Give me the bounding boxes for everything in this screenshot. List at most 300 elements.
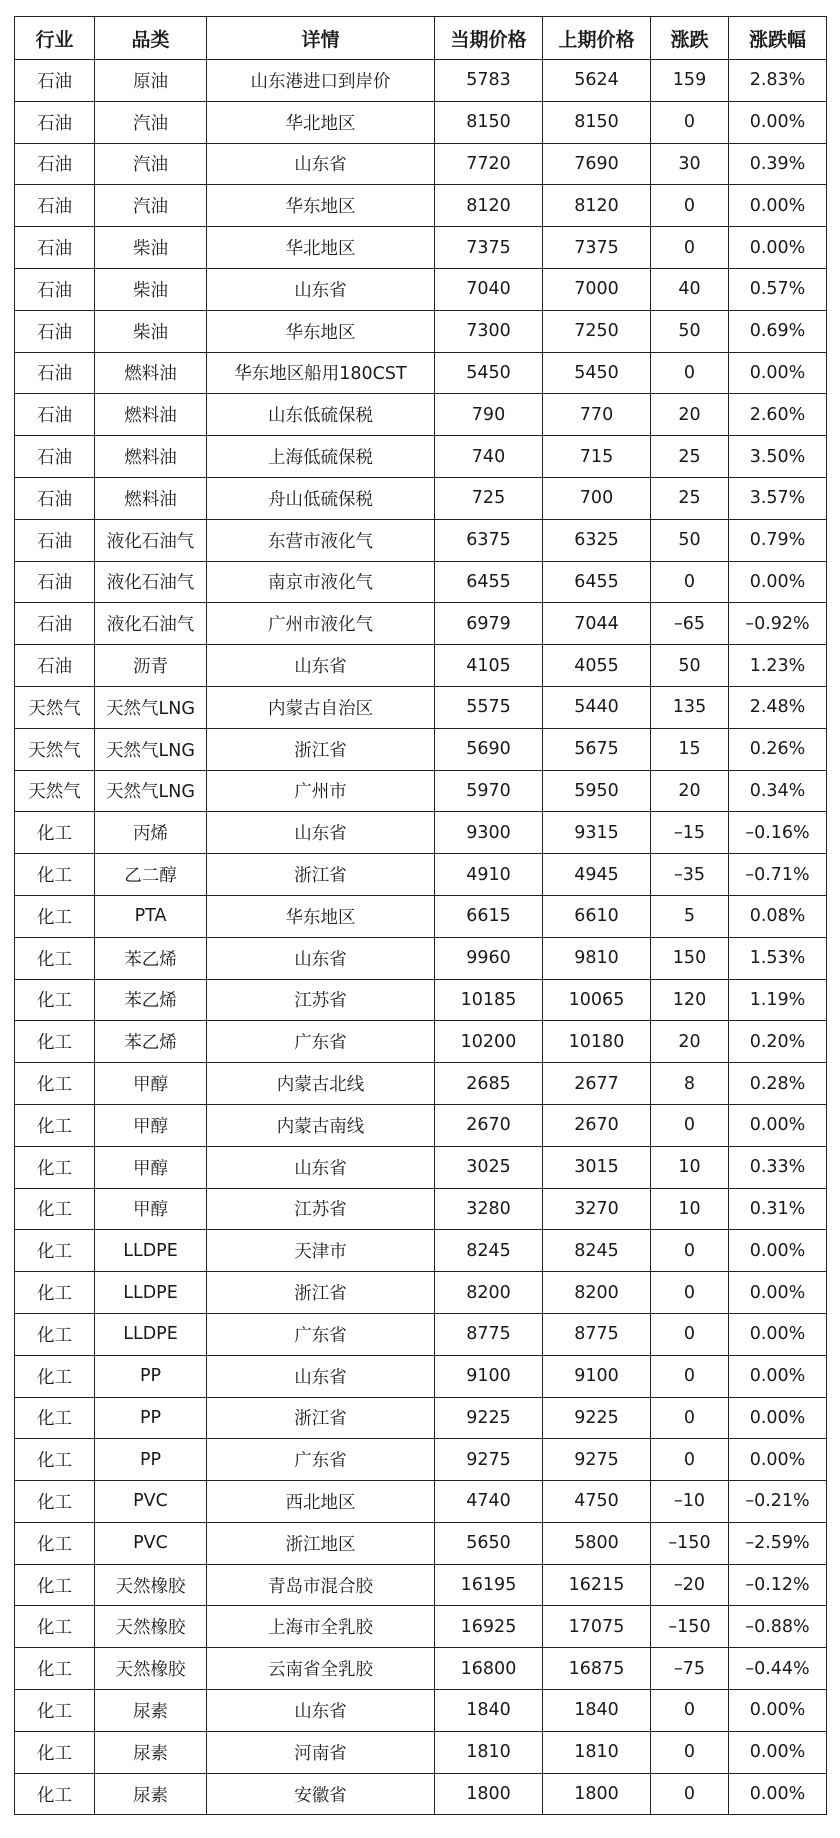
cell-change: –75 — [651, 1648, 729, 1690]
cell-detail: 东营市液化气 — [207, 519, 435, 561]
header-current-price: 当期价格 — [435, 17, 543, 60]
table-row — [15, 770, 827, 812]
cell-current-price: 4740 — [435, 1481, 543, 1523]
cell-change-percent: 1.23% — [729, 645, 827, 687]
cell-category: 汽油 — [95, 143, 207, 185]
cell-detail: 华东地区 — [207, 895, 435, 937]
cell-category: 甲醇 — [95, 1104, 207, 1146]
cell-change: 20 — [651, 394, 729, 436]
cell-industry: 石油 — [15, 519, 95, 561]
cell-change: 25 — [651, 436, 729, 478]
cell-change: 0 — [651, 101, 729, 143]
cell-industry: 化工 — [15, 1313, 95, 1355]
cell-category: 柴油 — [95, 268, 207, 310]
cell-industry: 化工 — [15, 937, 95, 979]
cell-change: 50 — [651, 310, 729, 352]
cell-previous-price: 7250 — [543, 310, 651, 352]
cell-change: 10 — [651, 1146, 729, 1188]
table-row — [15, 1773, 827, 1815]
cell-previous-price: 5675 — [543, 728, 651, 770]
cell-change-percent: 0.00% — [729, 561, 827, 603]
cell-category: 天然橡胶 — [95, 1606, 207, 1648]
cell-industry: 化工 — [15, 895, 95, 937]
cell-current-price: 6615 — [435, 895, 543, 937]
cell-category: 甲醇 — [95, 1146, 207, 1188]
table-row — [15, 60, 827, 102]
cell-change-percent: 0.69% — [729, 310, 827, 352]
cell-change-percent: –0.21% — [729, 1481, 827, 1523]
cell-change-percent: 0.26% — [729, 728, 827, 770]
cell-category: PVC — [95, 1481, 207, 1523]
cell-change: 40 — [651, 268, 729, 310]
cell-change-percent: 1.53% — [729, 937, 827, 979]
cell-change: 0 — [651, 1397, 729, 1439]
cell-change: 10 — [651, 1188, 729, 1230]
table-row — [15, 1313, 827, 1355]
cell-change: 135 — [651, 686, 729, 728]
cell-industry: 化工 — [15, 1439, 95, 1481]
cell-current-price: 4910 — [435, 854, 543, 896]
cell-category: 柴油 — [95, 227, 207, 269]
cell-current-price: 725 — [435, 477, 543, 519]
cell-current-price: 6375 — [435, 519, 543, 561]
cell-detail: 天津市 — [207, 1230, 435, 1272]
cell-current-price: 7040 — [435, 268, 543, 310]
cell-change-percent: –0.92% — [729, 603, 827, 645]
cell-change-percent: 0.00% — [729, 1773, 827, 1815]
cell-category: 沥青 — [95, 645, 207, 687]
cell-industry: 石油 — [15, 143, 95, 185]
cell-detail: 山东港进口到岸价 — [207, 60, 435, 102]
cell-industry: 石油 — [15, 227, 95, 269]
cell-industry: 天然气 — [15, 770, 95, 812]
table-row — [15, 1397, 827, 1439]
cell-current-price: 9960 — [435, 937, 543, 979]
header-change-percent: 涨跌幅 — [729, 17, 827, 60]
cell-current-price: 9100 — [435, 1355, 543, 1397]
cell-current-price: 9275 — [435, 1439, 543, 1481]
price-table — [14, 16, 827, 1815]
table-row — [15, 143, 827, 185]
cell-change: 15 — [651, 728, 729, 770]
cell-category: LLDPE — [95, 1230, 207, 1272]
cell-change: 0 — [651, 1690, 729, 1732]
cell-current-price: 8775 — [435, 1313, 543, 1355]
cell-industry: 化工 — [15, 1690, 95, 1732]
cell-industry: 石油 — [15, 60, 95, 102]
cell-change: 20 — [651, 770, 729, 812]
cell-change: –150 — [651, 1522, 729, 1564]
header-previous-price: 上期价格 — [543, 17, 651, 60]
cell-previous-price: 4750 — [543, 1481, 651, 1523]
table-row — [15, 268, 827, 310]
cell-category: 尿素 — [95, 1773, 207, 1815]
cell-change-percent: 0.00% — [729, 1690, 827, 1732]
cell-industry: 石油 — [15, 645, 95, 687]
table-row — [15, 477, 827, 519]
cell-previous-price: 715 — [543, 436, 651, 478]
cell-category: 汽油 — [95, 185, 207, 227]
table-row — [15, 812, 827, 854]
cell-category: 天然气LNG — [95, 686, 207, 728]
cell-current-price: 8120 — [435, 185, 543, 227]
cell-industry: 化工 — [15, 1606, 95, 1648]
cell-change-percent: 0.20% — [729, 1021, 827, 1063]
cell-change: 5 — [651, 895, 729, 937]
cell-detail: 浙江省 — [207, 728, 435, 770]
table-row — [15, 1146, 827, 1188]
cell-change: 0 — [651, 1272, 729, 1314]
cell-industry: 化工 — [15, 1230, 95, 1272]
cell-industry: 化工 — [15, 1648, 95, 1690]
cell-current-price: 3280 — [435, 1188, 543, 1230]
cell-previous-price: 16875 — [543, 1648, 651, 1690]
cell-change: 159 — [651, 60, 729, 102]
cell-change: 0 — [651, 1731, 729, 1773]
cell-change-percent: 2.48% — [729, 686, 827, 728]
cell-category: 汽油 — [95, 101, 207, 143]
cell-current-price: 5690 — [435, 728, 543, 770]
cell-current-price: 5783 — [435, 60, 543, 102]
cell-category: 苯乙烯 — [95, 1021, 207, 1063]
cell-previous-price: 8150 — [543, 101, 651, 143]
cell-category: 柴油 — [95, 310, 207, 352]
cell-change-percent: 0.33% — [729, 1146, 827, 1188]
cell-detail: 西北地区 — [207, 1481, 435, 1523]
cell-change-percent: 0.31% — [729, 1188, 827, 1230]
cell-change-percent: –0.16% — [729, 812, 827, 854]
cell-detail: 广州市液化气 — [207, 603, 435, 645]
cell-current-price: 6455 — [435, 561, 543, 603]
cell-previous-price: 8120 — [543, 185, 651, 227]
table-row — [15, 1230, 827, 1272]
table-row — [15, 561, 827, 603]
cell-category: 甲醇 — [95, 1188, 207, 1230]
cell-detail: 华北地区 — [207, 101, 435, 143]
cell-detail: 浙江省 — [207, 1397, 435, 1439]
cell-detail: 广东省 — [207, 1313, 435, 1355]
cell-industry: 石油 — [15, 268, 95, 310]
cell-change: 150 — [651, 937, 729, 979]
cell-industry: 化工 — [15, 1188, 95, 1230]
cell-previous-price: 8200 — [543, 1272, 651, 1314]
cell-category: 丙烯 — [95, 812, 207, 854]
cell-detail: 广东省 — [207, 1021, 435, 1063]
cell-industry: 石油 — [15, 603, 95, 645]
cell-previous-price: 9100 — [543, 1355, 651, 1397]
table-row — [15, 1648, 827, 1690]
cell-previous-price: 5950 — [543, 770, 651, 812]
cell-change-percent: 0.00% — [729, 1355, 827, 1397]
cell-detail: 广州市 — [207, 770, 435, 812]
cell-previous-price: 9315 — [543, 812, 651, 854]
cell-category: PTA — [95, 895, 207, 937]
cell-industry: 化工 — [15, 1355, 95, 1397]
cell-change-percent: –0.71% — [729, 854, 827, 896]
cell-change-percent: 0.00% — [729, 1272, 827, 1314]
cell-current-price: 740 — [435, 436, 543, 478]
cell-category: 液化石油气 — [95, 603, 207, 645]
cell-change-percent: –2.59% — [729, 1522, 827, 1564]
cell-current-price: 8200 — [435, 1272, 543, 1314]
cell-industry: 化工 — [15, 1146, 95, 1188]
cell-change-percent: 0.34% — [729, 770, 827, 812]
cell-category: PP — [95, 1355, 207, 1397]
cell-change: –65 — [651, 603, 729, 645]
cell-change: 0 — [651, 1773, 729, 1815]
cell-previous-price: 7375 — [543, 227, 651, 269]
cell-change: 50 — [651, 519, 729, 561]
cell-category: 燃料油 — [95, 394, 207, 436]
cell-current-price: 16925 — [435, 1606, 543, 1648]
cell-category: 苯乙烯 — [95, 937, 207, 979]
cell-industry: 化工 — [15, 812, 95, 854]
cell-industry: 石油 — [15, 185, 95, 227]
cell-current-price: 8150 — [435, 101, 543, 143]
table-row — [15, 519, 827, 561]
cell-previous-price: 1840 — [543, 1690, 651, 1732]
cell-current-price: 3025 — [435, 1146, 543, 1188]
table-header — [15, 17, 827, 60]
cell-category: 天然橡胶 — [95, 1564, 207, 1606]
cell-change-percent: 0.79% — [729, 519, 827, 561]
table-row — [15, 895, 827, 937]
cell-category: LLDPE — [95, 1313, 207, 1355]
cell-change: –15 — [651, 812, 729, 854]
table-row — [15, 1021, 827, 1063]
cell-change-percent: 0.28% — [729, 1063, 827, 1105]
cell-previous-price: 8245 — [543, 1230, 651, 1272]
cell-industry: 化工 — [15, 979, 95, 1021]
cell-change: 25 — [651, 477, 729, 519]
table-row — [15, 1272, 827, 1314]
cell-previous-price: 4945 — [543, 854, 651, 896]
cell-industry: 化工 — [15, 1522, 95, 1564]
cell-detail: 山东省 — [207, 812, 435, 854]
cell-previous-price: 7000 — [543, 268, 651, 310]
cell-industry: 化工 — [15, 1397, 95, 1439]
cell-detail: 华东地区 — [207, 185, 435, 227]
table-row — [15, 1564, 827, 1606]
cell-current-price: 8245 — [435, 1230, 543, 1272]
cell-detail: 山东省 — [207, 645, 435, 687]
cell-detail: 浙江省 — [207, 854, 435, 896]
table-row — [15, 1690, 827, 1732]
cell-previous-price: 4055 — [543, 645, 651, 687]
cell-industry: 化工 — [15, 1272, 95, 1314]
cell-industry: 天然气 — [15, 686, 95, 728]
cell-change-percent: 0.08% — [729, 895, 827, 937]
table-row — [15, 686, 827, 728]
cell-category: 燃料油 — [95, 477, 207, 519]
cell-change: 0 — [651, 561, 729, 603]
cell-detail: 河南省 — [207, 1731, 435, 1773]
cell-detail: 舟山低硫保税 — [207, 477, 435, 519]
cell-change-percent: 1.19% — [729, 979, 827, 1021]
cell-category: PP — [95, 1439, 207, 1481]
cell-change-percent: 0.39% — [729, 143, 827, 185]
cell-detail: 内蒙古北线 — [207, 1063, 435, 1105]
cell-change-percent: 2.83% — [729, 60, 827, 102]
cell-change-percent: 0.00% — [729, 1731, 827, 1773]
cell-industry: 石油 — [15, 310, 95, 352]
table-row — [15, 1481, 827, 1523]
table-row — [15, 436, 827, 478]
table-row — [15, 1606, 827, 1648]
cell-change-percent: 3.50% — [729, 436, 827, 478]
cell-detail: 江苏省 — [207, 979, 435, 1021]
cell-previous-price: 9810 — [543, 937, 651, 979]
cell-industry: 化工 — [15, 1481, 95, 1523]
cell-change-percent: 0.00% — [729, 1313, 827, 1355]
cell-previous-price: 2677 — [543, 1063, 651, 1105]
cell-current-price: 790 — [435, 394, 543, 436]
cell-industry: 化工 — [15, 1021, 95, 1063]
cell-current-price: 5650 — [435, 1522, 543, 1564]
cell-change: –10 — [651, 1481, 729, 1523]
cell-change-percent: –0.12% — [729, 1564, 827, 1606]
cell-change: 50 — [651, 645, 729, 687]
cell-detail: 青岛市混合胶 — [207, 1564, 435, 1606]
cell-current-price: 7375 — [435, 227, 543, 269]
cell-change-percent: 0.00% — [729, 227, 827, 269]
cell-change: 0 — [651, 1313, 729, 1355]
cell-category: 苯乙烯 — [95, 979, 207, 1021]
cell-change-percent: 2.60% — [729, 394, 827, 436]
cell-current-price: 9300 — [435, 812, 543, 854]
cell-category: 天然气LNG — [95, 728, 207, 770]
cell-previous-price: 1810 — [543, 1731, 651, 1773]
cell-change: 0 — [651, 1355, 729, 1397]
cell-change: –35 — [651, 854, 729, 896]
table-row — [15, 728, 827, 770]
table-row — [15, 1522, 827, 1564]
cell-current-price: 5970 — [435, 770, 543, 812]
cell-category: 燃料油 — [95, 352, 207, 394]
cell-current-price: 5575 — [435, 686, 543, 728]
header-category: 品类 — [95, 17, 207, 60]
table-row — [15, 1104, 827, 1146]
cell-current-price: 2685 — [435, 1063, 543, 1105]
cell-detail: 安徽省 — [207, 1773, 435, 1815]
cell-change: 120 — [651, 979, 729, 1021]
header-change: 涨跌 — [651, 17, 729, 60]
cell-category: 天然气LNG — [95, 770, 207, 812]
cell-previous-price: 6325 — [543, 519, 651, 561]
cell-category: PP — [95, 1397, 207, 1439]
table-row — [15, 1063, 827, 1105]
cell-change-percent: 0.00% — [729, 1439, 827, 1481]
cell-previous-price: 10180 — [543, 1021, 651, 1063]
cell-industry: 化工 — [15, 1731, 95, 1773]
table-row — [15, 1439, 827, 1481]
table-row — [15, 937, 827, 979]
cell-previous-price: 700 — [543, 477, 651, 519]
cell-industry: 石油 — [15, 101, 95, 143]
table-row — [15, 310, 827, 352]
cell-detail: 上海市全乳胶 — [207, 1606, 435, 1648]
table-body — [15, 60, 827, 1815]
price-table-container — [14, 16, 826, 1815]
cell-change-percent: 3.57% — [729, 477, 827, 519]
cell-change-percent: 0.00% — [729, 1230, 827, 1272]
cell-industry: 石油 — [15, 477, 95, 519]
cell-previous-price: 8775 — [543, 1313, 651, 1355]
cell-detail: 华东地区 — [207, 310, 435, 352]
cell-change: 30 — [651, 143, 729, 185]
cell-current-price: 2670 — [435, 1104, 543, 1146]
cell-industry: 石油 — [15, 436, 95, 478]
cell-change: 0 — [651, 352, 729, 394]
cell-change: –20 — [651, 1564, 729, 1606]
cell-current-price: 7300 — [435, 310, 543, 352]
cell-change: 0 — [651, 227, 729, 269]
cell-change-percent: 0.57% — [729, 268, 827, 310]
cell-industry: 化工 — [15, 1063, 95, 1105]
cell-detail: 浙江省 — [207, 1272, 435, 1314]
cell-previous-price: 5440 — [543, 686, 651, 728]
cell-industry: 石油 — [15, 561, 95, 603]
cell-category: 乙二醇 — [95, 854, 207, 896]
cell-change: 0 — [651, 185, 729, 227]
cell-category: 液化石油气 — [95, 561, 207, 603]
cell-previous-price: 9225 — [543, 1397, 651, 1439]
cell-category: 天然橡胶 — [95, 1648, 207, 1690]
cell-category: 尿素 — [95, 1731, 207, 1773]
table-row — [15, 185, 827, 227]
cell-detail: 山东省 — [207, 1690, 435, 1732]
cell-previous-price: 6610 — [543, 895, 651, 937]
cell-previous-price: 10065 — [543, 979, 651, 1021]
cell-detail: 云南省全乳胶 — [207, 1648, 435, 1690]
table-row — [15, 1188, 827, 1230]
cell-change: 0 — [651, 1104, 729, 1146]
cell-current-price: 1800 — [435, 1773, 543, 1815]
cell-detail: 江苏省 — [207, 1188, 435, 1230]
table-row — [15, 101, 827, 143]
cell-previous-price: 5624 — [543, 60, 651, 102]
cell-current-price: 4105 — [435, 645, 543, 687]
cell-category: 燃料油 — [95, 436, 207, 478]
cell-industry: 石油 — [15, 352, 95, 394]
cell-previous-price: 7690 — [543, 143, 651, 185]
cell-detail: 山东省 — [207, 937, 435, 979]
table-row — [15, 979, 827, 1021]
cell-category: 尿素 — [95, 1690, 207, 1732]
cell-detail: 内蒙古南线 — [207, 1104, 435, 1146]
cell-change-percent: 0.00% — [729, 1104, 827, 1146]
cell-industry: 石油 — [15, 394, 95, 436]
table-row — [15, 603, 827, 645]
cell-detail: 广东省 — [207, 1439, 435, 1481]
cell-detail: 山东低硫保税 — [207, 394, 435, 436]
cell-change-percent: 0.00% — [729, 185, 827, 227]
header-detail: 详情 — [207, 17, 435, 60]
cell-change: 8 — [651, 1063, 729, 1105]
cell-category: PVC — [95, 1522, 207, 1564]
header-industry: 行业 — [15, 17, 95, 60]
cell-current-price: 9225 — [435, 1397, 543, 1439]
cell-previous-price: 770 — [543, 394, 651, 436]
cell-current-price: 6979 — [435, 603, 543, 645]
cell-industry: 化工 — [15, 854, 95, 896]
table-row — [15, 645, 827, 687]
cell-detail: 华北地区 — [207, 227, 435, 269]
cell-change-percent: 0.00% — [729, 101, 827, 143]
cell-change: 0 — [651, 1439, 729, 1481]
header-row — [15, 17, 827, 60]
cell-industry: 天然气 — [15, 728, 95, 770]
